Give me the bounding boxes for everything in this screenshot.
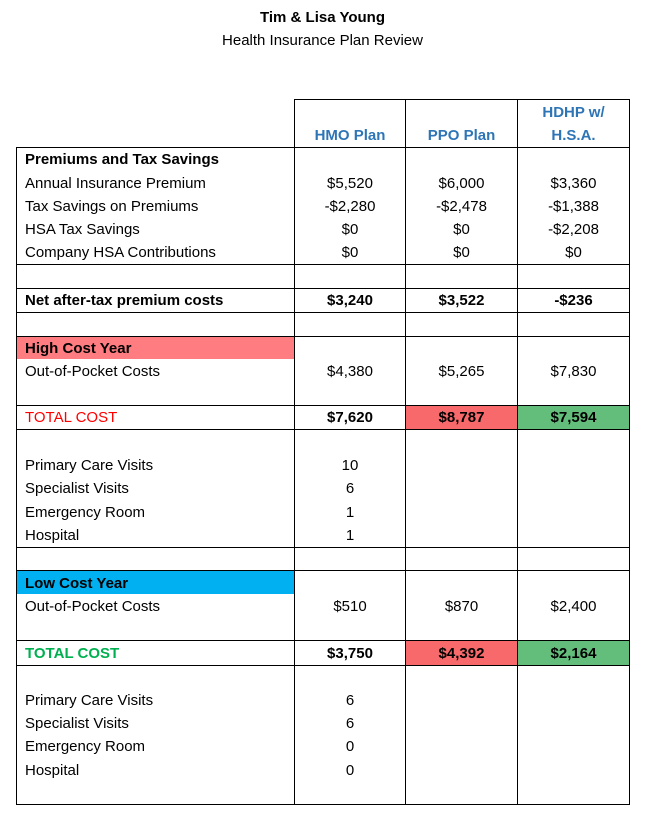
column-header-hmo: HMO Plan: [314, 127, 386, 144]
high-oop-hmo: $4,380: [327, 363, 373, 380]
low-total-hdhp: $2,164: [550, 645, 597, 662]
low-visit-label: Emergency Room: [25, 738, 146, 755]
low-oop-label: Out-of-Pocket Costs: [25, 598, 161, 615]
low-oop-ppo: $870: [444, 598, 479, 615]
premium-row-hdhp: -$2,208: [548, 221, 599, 238]
premium-row-ppo: $0: [453, 244, 470, 261]
low-total-ppo: $4,392: [438, 645, 485, 662]
premium-row-hmo: $0: [341, 244, 359, 261]
low-cost-heading: Low Cost Year: [25, 575, 129, 592]
premium-row-hmo: $0: [341, 221, 359, 238]
premium-row-hdhp: -$1,388: [548, 198, 599, 215]
premium-row-hmo: -$2,280: [324, 198, 376, 215]
premium-row-hmo: $5,520: [327, 175, 373, 192]
net-premium-label: Net after-tax premium costs: [25, 292, 224, 309]
net-premium-ppo: $3,522: [438, 292, 485, 309]
premium-row-ppo: -$2,478: [436, 198, 487, 215]
low-visit-label: Hospital: [25, 762, 80, 779]
high-visit-label: Primary Care Visits: [25, 457, 154, 474]
column-header-ppo: PPO Plan: [427, 127, 496, 144]
low-visit-value: 0: [345, 738, 355, 755]
high-visit-value: 1: [345, 504, 355, 521]
low-visit-label: Specialist Visits: [25, 715, 129, 732]
high-oop-ppo: $5,265: [438, 363, 485, 380]
premium-row-label: Annual Insurance Premium: [25, 175, 206, 192]
high-oop-hdhp: $7,830: [550, 363, 597, 380]
high-visit-label: Specialist Visits: [25, 480, 129, 497]
premium-row-label: HSA Tax Savings: [25, 221, 140, 238]
premium-row-label: Company HSA Contributions: [25, 244, 216, 261]
premium-row-hdhp: $3,360: [550, 175, 597, 192]
low-total-hmo: $3,750: [327, 645, 373, 662]
low-visit-label: Primary Care Visits: [25, 692, 154, 709]
net-premium-hdhp: -$236: [554, 292, 593, 309]
high-visit-label: Hospital: [25, 527, 80, 544]
premium-row-ppo: $6,000: [438, 175, 485, 192]
high-total-label: TOTAL COST: [25, 409, 118, 426]
low-oop-hdhp: $2,400: [550, 598, 597, 615]
net-premium-hmo: $3,240: [327, 292, 373, 309]
premium-row-ppo: $0: [453, 221, 470, 238]
column-header-hdhp-line2: H.S.A.: [551, 127, 596, 144]
low-visit-value: 6: [345, 715, 355, 732]
page-title: Tim & Lisa Young: [259, 9, 386, 26]
high-total-hmo: $7,620: [327, 409, 373, 426]
high-total-ppo: $8,787: [438, 409, 485, 426]
high-visit-label: Emergency Room: [25, 504, 146, 521]
high-visit-value: 6: [345, 480, 355, 497]
premiums-section-heading: Premiums and Tax Savings: [25, 151, 219, 168]
high-total-hdhp: $7,594: [550, 409, 597, 426]
column-header-hdhp-line1: HDHP w/: [542, 104, 605, 121]
premium-row-hdhp: $0: [565, 244, 582, 261]
high-cost-heading: High Cost Year: [25, 340, 132, 357]
low-visit-value: 6: [345, 692, 355, 709]
page-subtitle: Health Insurance Plan Review: [222, 32, 423, 49]
low-visit-value: 0: [345, 762, 355, 779]
high-visit-value: 10: [341, 457, 359, 474]
low-total-label: TOTAL COST: [25, 645, 120, 662]
high-oop-label: Out-of-Pocket Costs: [25, 363, 161, 380]
premium-row-label: Tax Savings on Premiums: [25, 198, 199, 215]
low-oop-hmo: $510: [333, 598, 367, 615]
high-visit-value: 1: [345, 527, 355, 544]
